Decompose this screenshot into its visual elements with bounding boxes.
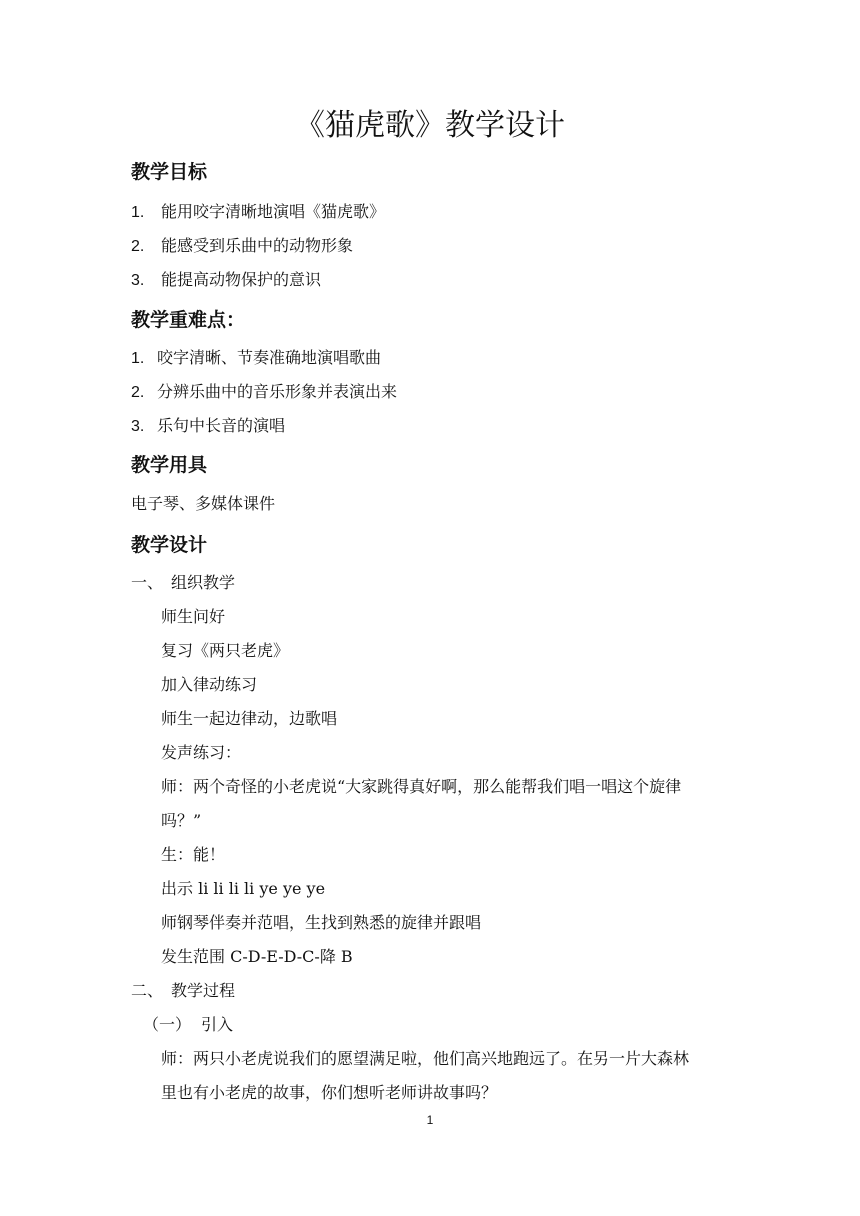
part-heading [131,979,235,1003]
key-point-number: 3. [131,418,145,435]
document-title: 《猫虎歌》教学设计 [295,108,565,143]
goal-item [131,268,321,293]
goal-text: 能用咬字清晰地演唱《猫虎歌》 [161,202,386,221]
body-line: 师：两个奇怪的小老虎说“大家跳得真好啊，那么能帮我们唱一唱这个旋律 [161,777,682,796]
part-heading [131,571,235,595]
part-label: 一、 [131,573,164,592]
body-line: 复习《两只老虎》 [161,641,290,660]
page-number: 1 [426,1113,434,1127]
subsection-heading [143,1013,233,1037]
goal-text: 能感受到乐曲中的动物形象 [161,236,354,255]
body-line: 发生范围 C-D-E-D-C-降 B [161,947,353,966]
body-line: 师生一起边律动，边歌唱 [161,709,338,728]
tools-heading: 教学用具 [131,454,208,476]
part-title: 组织教学 [171,573,236,592]
design-heading: 教学设计 [131,534,208,556]
body-line: 师：两只小老虎说我们的愿望满足啦，他们高兴地跑远了。在另一片大森林 [161,1049,690,1068]
key-points-heading: 教学重难点： [131,309,246,331]
goal-text: 能提高动物保护的意识 [161,270,322,289]
body-line: 加入律动练习 [161,675,258,694]
body-line: 里也有小老虎的故事，你们想听老师讲故事吗？ [161,1083,498,1102]
key-point-number: 2. [131,384,145,401]
subsection-label: （一） [143,1015,192,1034]
goal-item [131,234,353,259]
goal-number: 2. [131,238,145,255]
body-line: 师钢琴伴奏并范唱，生找到熟悉的旋律并跟唱 [161,913,482,932]
body-line: 师生问好 [161,607,226,626]
body-line: 生：能！ [161,845,226,864]
goal-number: 1. [131,204,145,221]
goal-item [131,200,385,225]
key-point-text: 乐句中长音的演唱 [157,416,286,435]
goals-heading: 教学目标 [131,161,208,183]
part-title: 教学过程 [171,981,236,1000]
key-point-text: 咬字清晰、节奏准确地演唱歌曲 [157,348,382,367]
part-label: 二、 [131,981,164,1000]
key-point-item [131,414,285,439]
key-point-number: 1. [131,350,145,367]
subsection-title: 引入 [201,1015,234,1034]
key-point-item [131,380,397,405]
key-point-item [131,346,381,371]
body-line: 发声练习： [161,743,242,762]
key-point-text: 分辨乐曲中的音乐形象并表演出来 [157,382,398,401]
goal-number: 3. [131,272,145,289]
body-line: 出示 li li li li ye ye ye [161,879,326,898]
tools-text: 电子琴、多媒体课件 [131,494,276,513]
body-line: 吗？” [161,811,202,830]
